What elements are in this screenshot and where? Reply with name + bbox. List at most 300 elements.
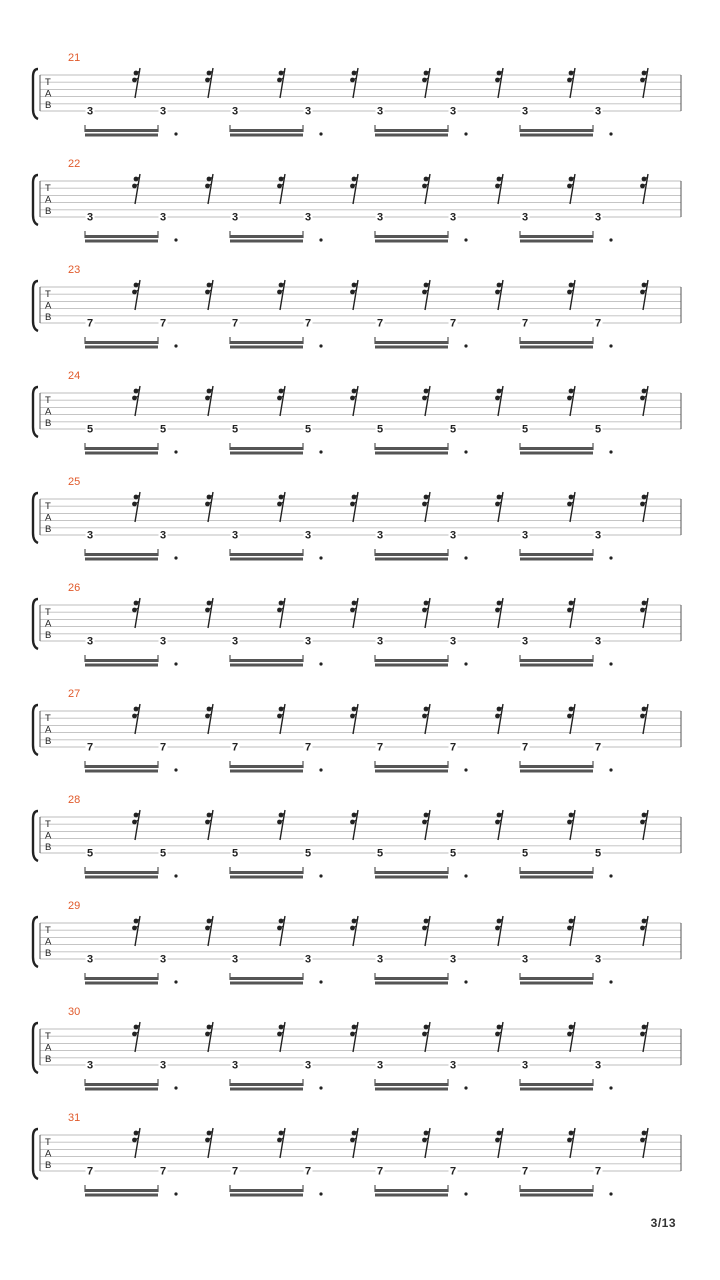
- fret-number: 3: [159, 211, 167, 224]
- rest-icon: [277, 916, 285, 946]
- rest-icon: [567, 68, 575, 98]
- beam: [230, 235, 303, 238]
- fret-number: 3: [231, 1059, 239, 1072]
- beam: [520, 553, 593, 556]
- beam: [520, 235, 593, 238]
- fret-number: 3: [449, 635, 457, 648]
- beam: [520, 871, 593, 874]
- dot: [464, 238, 467, 241]
- tab-staff: [0, 167, 720, 247]
- beam: [375, 659, 448, 662]
- fret-number: 3: [594, 635, 602, 648]
- fret-number: 3: [521, 953, 529, 966]
- tab-clef-letter: T: [45, 713, 51, 725]
- dot: [174, 132, 177, 135]
- fret-number: 3: [231, 953, 239, 966]
- tab-clef-letter: A: [45, 936, 52, 948]
- fret-number: 3: [231, 211, 239, 224]
- fret-number: 7: [86, 317, 94, 330]
- fret-number: 3: [86, 105, 94, 118]
- system-bracket: [33, 175, 38, 225]
- rest-icon: [422, 916, 430, 946]
- beam: [520, 129, 593, 132]
- beam: [230, 558, 303, 561]
- rest-icon: [422, 810, 430, 840]
- dot: [319, 450, 322, 453]
- beam: [230, 1088, 303, 1091]
- rest-icon: [495, 1022, 503, 1052]
- dot: [609, 132, 612, 135]
- fret-number: 3: [594, 105, 602, 118]
- fret-number: 7: [304, 317, 312, 330]
- dot: [609, 1086, 612, 1089]
- beam: [85, 235, 158, 238]
- fret-number: 7: [594, 317, 602, 330]
- beam: [375, 134, 448, 137]
- dot: [464, 980, 467, 983]
- beam: [375, 876, 448, 879]
- beam: [375, 977, 448, 980]
- fret-number: 5: [304, 847, 312, 860]
- rest-icon: [640, 598, 648, 628]
- beam: [230, 664, 303, 667]
- fret-number: 7: [159, 317, 167, 330]
- rest-icon: [567, 704, 575, 734]
- fret-number: 3: [304, 105, 312, 118]
- tab-clef-letter: A: [45, 300, 52, 312]
- tab-clef-letter: T: [45, 289, 51, 301]
- tab-staff: [0, 61, 720, 141]
- fret-number: 3: [86, 953, 94, 966]
- beam: [230, 765, 303, 768]
- measure-number: 27: [68, 688, 81, 700]
- dot: [464, 662, 467, 665]
- beam: [85, 876, 158, 879]
- fret-number: 3: [376, 105, 384, 118]
- rest-icon: [567, 174, 575, 204]
- tab-staff: [0, 485, 720, 565]
- measure-number: 30: [68, 1006, 81, 1018]
- fret-number: 7: [86, 741, 94, 754]
- measure-number: 22: [68, 158, 81, 170]
- fret-number: 7: [521, 1165, 529, 1178]
- beam: [85, 558, 158, 561]
- beam: [520, 659, 593, 662]
- rest-icon: [350, 280, 358, 310]
- dot: [174, 238, 177, 241]
- dot: [609, 1192, 612, 1195]
- beam: [230, 982, 303, 985]
- measure-number: 21: [68, 52, 81, 64]
- rest-icon: [422, 704, 430, 734]
- dot: [464, 132, 467, 135]
- fret-number: 5: [86, 847, 94, 860]
- beam: [85, 134, 158, 137]
- rest-icon: [495, 492, 503, 522]
- rest-icon: [277, 1128, 285, 1158]
- beam: [85, 1189, 158, 1192]
- rest-icon: [277, 598, 285, 628]
- beam: [520, 1088, 593, 1091]
- beam: [230, 129, 303, 132]
- fret-number: 3: [86, 211, 94, 224]
- rest-icon: [205, 280, 213, 310]
- system-bracket: [33, 387, 38, 437]
- beam: [375, 982, 448, 985]
- beam: [375, 1083, 448, 1086]
- beam: [85, 129, 158, 132]
- fret-number: 5: [304, 423, 312, 436]
- rest-icon: [277, 492, 285, 522]
- tab-staff: [0, 379, 720, 459]
- fret-number: 7: [521, 317, 529, 330]
- fret-number: 5: [449, 847, 457, 860]
- tab-clef-letter: T: [45, 183, 51, 195]
- rest-icon: [205, 386, 213, 416]
- rest-icon: [495, 704, 503, 734]
- rest-icon: [350, 810, 358, 840]
- fret-number: 3: [304, 1059, 312, 1072]
- fret-number: 5: [231, 847, 239, 860]
- dot: [319, 980, 322, 983]
- fret-number: 3: [304, 635, 312, 648]
- fret-number: 5: [521, 847, 529, 860]
- beam: [520, 1194, 593, 1197]
- dot: [319, 556, 322, 559]
- beam: [230, 876, 303, 879]
- dot: [609, 556, 612, 559]
- beam: [520, 558, 593, 561]
- rest-icon: [350, 68, 358, 98]
- beam: [520, 977, 593, 980]
- dot: [174, 662, 177, 665]
- fret-number: 3: [231, 105, 239, 118]
- tab-clef-letter: B: [45, 842, 52, 854]
- rest-icon: [350, 492, 358, 522]
- tab-staff: [0, 273, 720, 353]
- rest-icon: [350, 598, 358, 628]
- rest-icon: [277, 810, 285, 840]
- beam: [85, 240, 158, 243]
- dot: [174, 874, 177, 877]
- tab-clef-letter: B: [45, 1160, 52, 1172]
- system-bracket: [33, 281, 38, 331]
- beam: [520, 134, 593, 137]
- dot: [609, 662, 612, 665]
- rest-icon: [350, 1022, 358, 1052]
- beam: [520, 982, 593, 985]
- beam: [85, 1194, 158, 1197]
- beam: [85, 659, 158, 662]
- beam: [520, 765, 593, 768]
- dot: [319, 344, 322, 347]
- beam: [230, 977, 303, 980]
- beam: [230, 1194, 303, 1197]
- system-bracket: [33, 811, 38, 861]
- fret-number: 3: [594, 953, 602, 966]
- rest-icon: [640, 1128, 648, 1158]
- system-bracket: [33, 1129, 38, 1179]
- rest-icon: [567, 492, 575, 522]
- fret-number: 7: [594, 1165, 602, 1178]
- beam: [375, 452, 448, 455]
- beam: [85, 346, 158, 349]
- fret-number: 7: [376, 741, 384, 754]
- fret-number: 7: [376, 1165, 384, 1178]
- dot: [464, 1086, 467, 1089]
- rest-icon: [205, 68, 213, 98]
- rest-icon: [567, 810, 575, 840]
- dot: [174, 1086, 177, 1089]
- beam: [375, 341, 448, 344]
- beam: [520, 1189, 593, 1192]
- tab-clef-letter: B: [45, 418, 52, 430]
- rest-icon: [350, 386, 358, 416]
- fret-number: 5: [159, 847, 167, 860]
- rest-icon: [132, 492, 140, 522]
- rest-icon: [205, 1128, 213, 1158]
- rest-icon: [567, 1128, 575, 1158]
- fret-number: 5: [594, 847, 602, 860]
- rest-icon: [132, 916, 140, 946]
- beam: [230, 240, 303, 243]
- beam: [85, 871, 158, 874]
- beam: [85, 1088, 158, 1091]
- rest-icon: [205, 810, 213, 840]
- dot: [464, 450, 467, 453]
- beam: [375, 770, 448, 773]
- rest-icon: [132, 68, 140, 98]
- fret-number: 3: [521, 105, 529, 118]
- fret-number: 3: [376, 1059, 384, 1072]
- fret-number: 3: [159, 529, 167, 542]
- beam: [520, 664, 593, 667]
- fret-number: 7: [304, 1165, 312, 1178]
- tab-clef-letter: B: [45, 206, 52, 218]
- rest-icon: [132, 598, 140, 628]
- fret-number: 7: [159, 741, 167, 754]
- fret-number: 3: [449, 211, 457, 224]
- rest-icon: [205, 598, 213, 628]
- rest-icon: [277, 174, 285, 204]
- dot: [174, 344, 177, 347]
- dot: [174, 768, 177, 771]
- beam: [520, 240, 593, 243]
- fret-number: 3: [86, 529, 94, 542]
- rest-icon: [205, 492, 213, 522]
- fret-number: 5: [159, 423, 167, 436]
- beam: [230, 1189, 303, 1192]
- rest-icon: [132, 386, 140, 416]
- dot: [609, 980, 612, 983]
- fret-number: 3: [521, 635, 529, 648]
- fret-number: 3: [521, 1059, 529, 1072]
- dot: [319, 1192, 322, 1195]
- tab-clef-letter: T: [45, 1031, 51, 1043]
- rest-icon: [640, 704, 648, 734]
- fret-number: 5: [449, 423, 457, 436]
- tab-staff: [0, 803, 720, 883]
- fret-number: 7: [521, 741, 529, 754]
- dot: [464, 1192, 467, 1195]
- tab-clef-letter: A: [45, 194, 52, 206]
- fret-number: 7: [449, 317, 457, 330]
- fret-number: 3: [376, 953, 384, 966]
- tab-clef-letter: A: [45, 512, 52, 524]
- beam: [520, 447, 593, 450]
- beam: [375, 346, 448, 349]
- system-bracket: [33, 493, 38, 543]
- tab-clef-letter: T: [45, 77, 51, 89]
- measure-number: 25: [68, 476, 81, 488]
- dot: [464, 344, 467, 347]
- tab-clef-letter: A: [45, 406, 52, 418]
- rest-icon: [495, 916, 503, 946]
- beam: [85, 765, 158, 768]
- fret-number: 3: [376, 211, 384, 224]
- system-bracket: [33, 705, 38, 755]
- fret-number: 3: [86, 635, 94, 648]
- beam: [375, 1088, 448, 1091]
- beam: [230, 452, 303, 455]
- rest-icon: [422, 598, 430, 628]
- fret-number: 3: [159, 105, 167, 118]
- fret-number: 3: [159, 1059, 167, 1072]
- rest-icon: [495, 810, 503, 840]
- beam: [375, 235, 448, 238]
- dot: [174, 450, 177, 453]
- tab-clef-letter: B: [45, 524, 52, 536]
- fret-number: 7: [449, 741, 457, 754]
- fret-number: 3: [521, 529, 529, 542]
- rest-icon: [640, 280, 648, 310]
- dot: [609, 344, 612, 347]
- rest-icon: [205, 174, 213, 204]
- fret-number: 3: [449, 105, 457, 118]
- beam: [375, 871, 448, 874]
- beam: [520, 346, 593, 349]
- dot: [464, 556, 467, 559]
- fret-number: 3: [159, 953, 167, 966]
- rest-icon: [350, 704, 358, 734]
- rest-icon: [567, 1022, 575, 1052]
- beam: [375, 558, 448, 561]
- rest-icon: [350, 916, 358, 946]
- tab-clef-letter: B: [45, 736, 52, 748]
- beam: [375, 447, 448, 450]
- fret-number: 7: [376, 317, 384, 330]
- rest-icon: [422, 68, 430, 98]
- fret-number: 3: [449, 529, 457, 542]
- dot: [319, 874, 322, 877]
- tab-staff: [0, 697, 720, 777]
- beam: [230, 447, 303, 450]
- fret-number: 7: [86, 1165, 94, 1178]
- measure-number: 26: [68, 582, 81, 594]
- fret-number: 3: [304, 953, 312, 966]
- tab-staff: [0, 1015, 720, 1095]
- beam: [375, 664, 448, 667]
- beam: [230, 1083, 303, 1086]
- fret-number: 3: [449, 1059, 457, 1072]
- rest-icon: [422, 1128, 430, 1158]
- fret-number: 5: [231, 423, 239, 436]
- rest-icon: [567, 598, 575, 628]
- beam: [85, 452, 158, 455]
- measure-number: 31: [68, 1112, 81, 1124]
- rest-icon: [277, 68, 285, 98]
- beam: [230, 553, 303, 556]
- dot: [174, 1192, 177, 1195]
- rest-icon: [640, 916, 648, 946]
- measure-number: 28: [68, 794, 81, 806]
- beam: [520, 452, 593, 455]
- dot: [319, 662, 322, 665]
- beam: [85, 1083, 158, 1086]
- rest-icon: [205, 1022, 213, 1052]
- beam: [375, 553, 448, 556]
- rest-icon: [277, 280, 285, 310]
- fret-number: 3: [449, 953, 457, 966]
- beam: [230, 341, 303, 344]
- fret-number: 3: [86, 1059, 94, 1072]
- beam: [85, 664, 158, 667]
- rest-icon: [132, 1128, 140, 1158]
- dot: [174, 556, 177, 559]
- rest-icon: [132, 280, 140, 310]
- rest-icon: [277, 386, 285, 416]
- tab-staff: [0, 909, 720, 989]
- dot: [609, 238, 612, 241]
- tab-clef-letter: A: [45, 830, 52, 842]
- measure-number: 29: [68, 900, 81, 912]
- fret-number: 3: [594, 211, 602, 224]
- dot: [609, 874, 612, 877]
- beam: [85, 982, 158, 985]
- tab-clef-letter: T: [45, 925, 51, 937]
- tab-clef-letter: T: [45, 607, 51, 619]
- rest-icon: [277, 704, 285, 734]
- fret-number: 7: [231, 1165, 239, 1178]
- rest-icon: [567, 280, 575, 310]
- beam: [520, 876, 593, 879]
- dot: [174, 980, 177, 983]
- beam: [375, 1194, 448, 1197]
- tab-clef-letter: A: [45, 724, 52, 736]
- fret-number: 5: [594, 423, 602, 436]
- tab-clef-letter: A: [45, 618, 52, 630]
- beam: [230, 659, 303, 662]
- rest-icon: [350, 1128, 358, 1158]
- rest-icon: [132, 174, 140, 204]
- beam: [375, 765, 448, 768]
- tab-clef-letter: A: [45, 1042, 52, 1054]
- dot: [319, 238, 322, 241]
- fret-number: 3: [159, 635, 167, 648]
- beam: [230, 346, 303, 349]
- tab-clef-letter: T: [45, 1137, 51, 1149]
- fret-number: 7: [159, 1165, 167, 1178]
- tab-clef-letter: T: [45, 501, 51, 513]
- fret-number: 3: [304, 529, 312, 542]
- system-bracket: [33, 69, 38, 119]
- fret-number: 3: [231, 635, 239, 648]
- fret-number: 3: [376, 529, 384, 542]
- rest-icon: [495, 280, 503, 310]
- beam: [375, 240, 448, 243]
- rest-icon: [495, 68, 503, 98]
- rest-icon: [277, 1022, 285, 1052]
